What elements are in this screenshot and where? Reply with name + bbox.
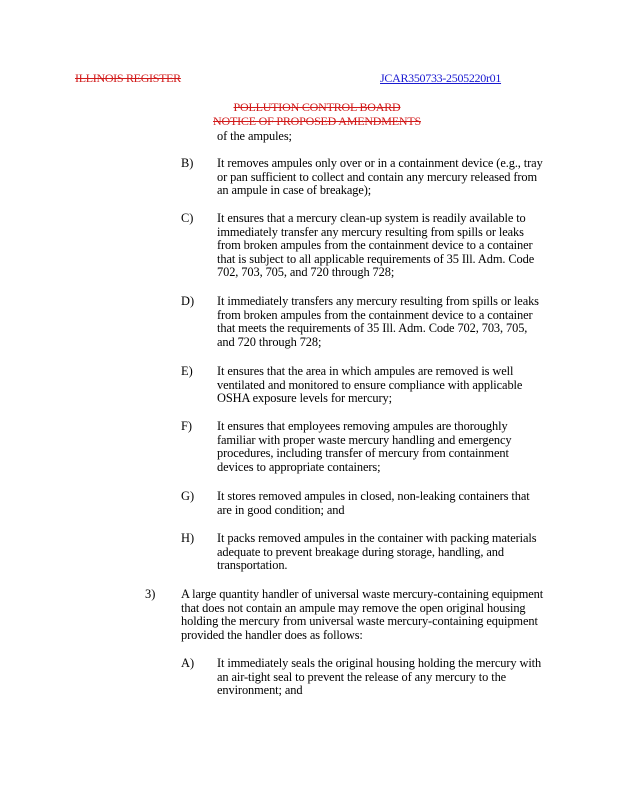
text-line: provided the handler does as follows: (181, 627, 363, 642)
text-line: procedures, including transfer of mercury from containment (217, 446, 509, 461)
jcar-code: JCAR350733-2505220r01 (380, 71, 502, 85)
text-line: and 720 through 728; (217, 334, 322, 349)
text-line: environment; and (217, 683, 303, 698)
item-b-text (217, 157, 543, 198)
text-line: 702, 703, 705, and 720 through 728; (217, 265, 395, 280)
text-line: that is subject to all applicable requirements of 35 Ill. Adm. Code (217, 251, 535, 266)
register-header: ILLINOIS REGISTER (75, 71, 181, 85)
text-line: It immediately transfers any mercury resulting from spills or leaks (217, 294, 539, 308)
item-marker-h: H) (181, 531, 195, 545)
text-line: adequate to prevent breakage during storage, handling, and (217, 544, 504, 559)
item-h-text (217, 532, 536, 573)
text-line: It ensures that a mercury clean-up system is readily available to (217, 211, 526, 225)
text-line: It ensures that the area in which ampules are removed is well (217, 364, 514, 378)
item-marker-e: E) (181, 364, 193, 378)
text-line: A large quantity handler of universal waste mercury-containing equipment (181, 587, 544, 601)
text-line: or pan sufficient to collect and contain any mercury released from (217, 169, 538, 184)
text-line: transportation. (217, 558, 288, 573)
agency-title: POLLUTION CONTROL BOARD (233, 100, 401, 114)
item-marker-3a: A) (181, 656, 195, 670)
item-c-text (217, 212, 534, 280)
item-marker-c: C) (181, 211, 194, 225)
item-3a-text (217, 657, 541, 698)
text-line: It stores removed ampules in closed, non-leaking containers that (217, 489, 530, 503)
text-line: OSHA exposure levels for mercury; (217, 391, 392, 406)
text-line: It ensures that employees removing ampules are thoroughly (217, 419, 508, 433)
item-g-text (217, 490, 530, 517)
item-3-text (181, 588, 543, 642)
item-marker-f: F) (181, 419, 193, 433)
item-marker-b: B) (181, 156, 194, 170)
text-line: It packs removed ampules in the container with packing materials (217, 531, 537, 545)
text-line: an ampule in case of breakage); (217, 183, 372, 198)
text-line: ventilated and monitored to ensure compliance with applicable (217, 377, 523, 392)
text-line: an air-tight seal to prevent the release of any mercury to the (217, 669, 507, 684)
text-line: that does not contain an ampule may remove the open original housing (181, 600, 526, 615)
item-d-text (217, 295, 539, 349)
text-line: It immediately seals the original housing holding the mercury with (217, 656, 542, 670)
text-line: It removes ampules only over or in a containment device (e.g., tray (217, 156, 543, 170)
text-line: are in good condition; and (217, 502, 345, 517)
item-e-text (217, 365, 522, 406)
continuation-text (217, 130, 292, 144)
text-line: of the ampules; (217, 129, 292, 143)
item-marker-g: G) (181, 489, 195, 503)
text-line: holding the mercury from universal waste mercury-containing equipment (181, 614, 538, 629)
text-line: from broken ampules from the containment device to a container (217, 238, 533, 253)
text-line: devices to appropriate containers; (217, 459, 381, 474)
item-marker-d: D) (181, 294, 195, 308)
text-line: from broken ampules from the containment device to a container (217, 307, 533, 322)
text-line: that meets the requirements of 35 Ill. Adm. Code 702, 703, 705, (217, 321, 528, 336)
item-f-text (217, 420, 511, 474)
text-line: familiar with proper waste mercury handling and emergency (217, 432, 512, 447)
item-marker-3: 3) (145, 587, 156, 601)
notice-title: NOTICE OF PROPOSED AMENDMENTS (213, 114, 421, 128)
text-line: immediately transfer any mercury resulting from spills or leaks (217, 224, 524, 239)
